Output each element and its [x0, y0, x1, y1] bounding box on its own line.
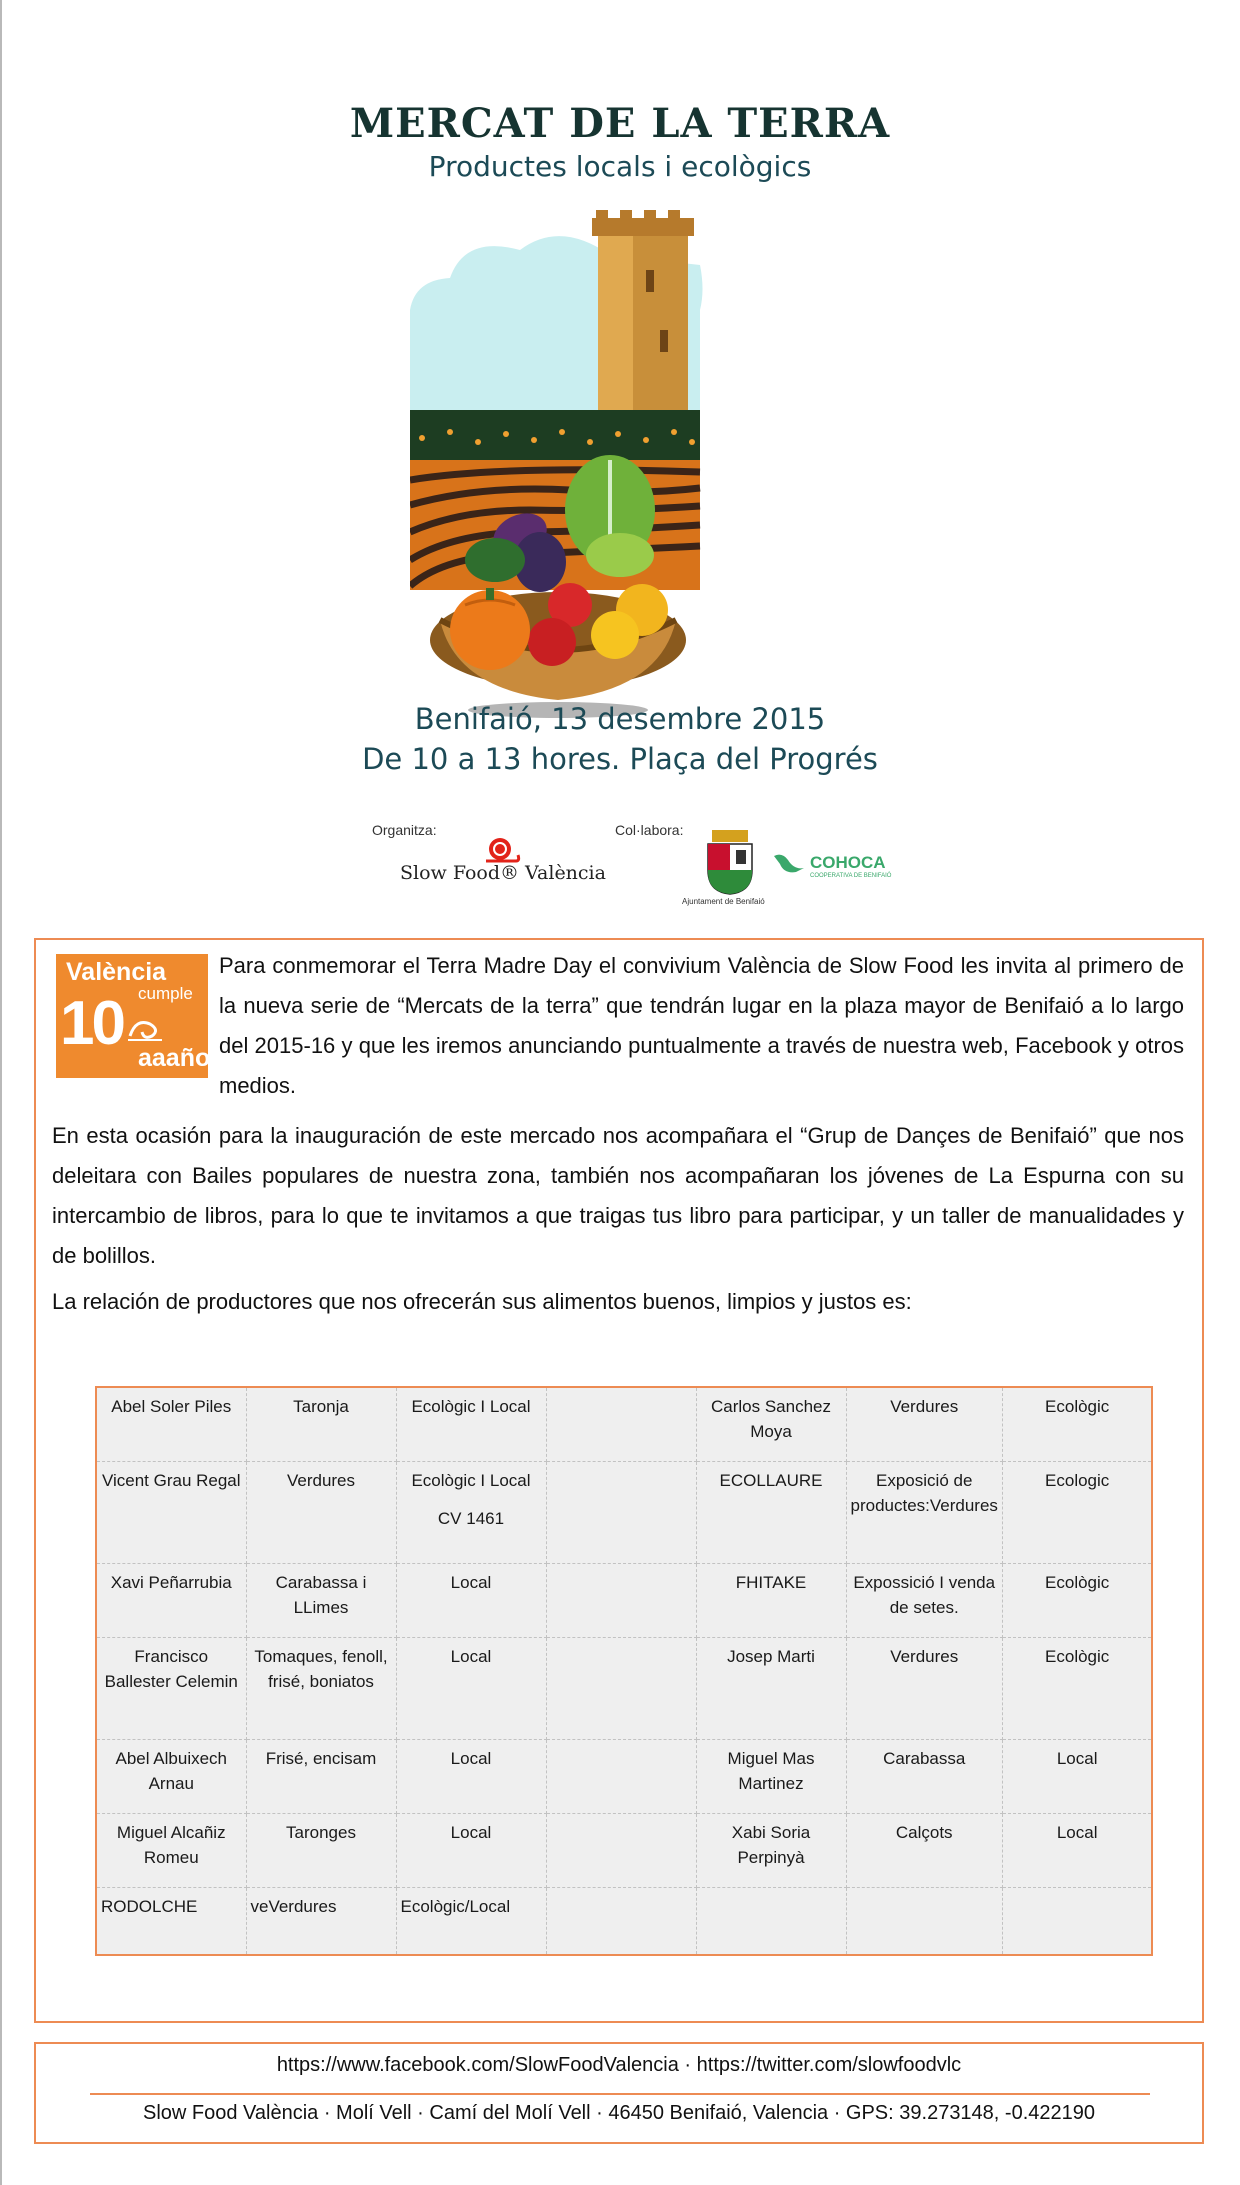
- cohoca-logo: COHOCA: [810, 853, 886, 872]
- producer-type: Ecològic: [1002, 1637, 1152, 1739]
- footer-address: Slow Food València · Molí Vell · Camí del Molí Vell · 46450 Benifaió, Valencia · GPS: 39.273148, -0.422190: [142, 2102, 1095, 2124]
- producer-type-text: Ecològic I Local: [411, 1470, 531, 1490]
- slow-food-valencia-logo: Slow Food® València: [400, 862, 606, 884]
- producer-type: Local: [396, 1813, 546, 1887]
- event-hours: De 10 a 13 hores. Plaça del Progrés: [362, 742, 878, 776]
- producer-product: Tomaques, fenoll, frisé, boniatos: [246, 1637, 396, 1739]
- producer-type: [1002, 1887, 1152, 1955]
- producer-type: Local: [396, 1563, 546, 1637]
- producer-product: Verdures: [846, 1637, 1002, 1739]
- producer-type: Local: [396, 1739, 546, 1813]
- producers-table: [95, 1386, 1153, 1956]
- producer-type: Ecològic I Local: [396, 1387, 546, 1461]
- event-details-paragraph: En esta ocasión para la inauguración de este mercado nos acompañara el “Grup de Dançes de Benifaió” que nos deleitara con Bailes populares de nuestra zona, también nos acompañaran los jóvenes de La Espurna con su intercambio de libros, para lo que te invitamos a que traigas tus libro para participar, y un taller de manualidades y de bolillos.: [52, 1123, 1184, 1268]
- tower-icon: [592, 210, 694, 440]
- producer-product: Calçots: [846, 1813, 1002, 1887]
- producer-type: Ecologic: [1002, 1461, 1152, 1563]
- table-spacer: [546, 1887, 696, 1955]
- ajuntament-caption: Ajuntament de Benifaió: [682, 897, 765, 906]
- producer-product: Verdures: [246, 1461, 396, 1563]
- badge-number: 10: [60, 989, 123, 1058]
- badge-cumple: cumple: [138, 984, 193, 1003]
- slow-food-snail-icon: [482, 835, 522, 865]
- producer-name: ECOLLAURE: [696, 1461, 846, 1563]
- table-spacer: [546, 1461, 696, 1563]
- producer-name: Abel Albuixech Arnau: [96, 1739, 246, 1813]
- producer-name: RODOLCHE: [96, 1887, 246, 1955]
- producer-name: Vicent Grau Regal: [96, 1461, 246, 1563]
- table-spacer: [546, 1563, 696, 1637]
- producer-name: Carlos Sanchez Moya: [696, 1387, 846, 1461]
- producer-name: Josep Marti: [696, 1637, 846, 1739]
- producer-product: Taronja: [246, 1387, 396, 1461]
- event-poster: [300, 90, 940, 920]
- producer-name: [696, 1887, 846, 1955]
- producer-product: Frisé, encisam: [246, 1739, 396, 1813]
- producer-product: Carabassa: [846, 1739, 1002, 1813]
- table-row: [96, 1637, 1152, 1739]
- producer-product: Verdures: [846, 1387, 1002, 1461]
- table-row: [96, 1461, 1152, 1563]
- page-edge: [0, 0, 2, 2185]
- cohoca-subtitle: COOPERATIVA DE BENIFAIÓ: [810, 873, 892, 879]
- table-spacer: [546, 1387, 696, 1461]
- producer-product: Taronges: [246, 1813, 396, 1887]
- table-row: [96, 1739, 1152, 1813]
- benifaio-crest-icon: [702, 830, 758, 896]
- producers-intro: La relación de productores que nos ofrecerán sus alimentos buenos, limpios y justos es:: [52, 1289, 912, 1314]
- producer-type: Ecològic: [1002, 1563, 1152, 1637]
- producer-name: Francisco Ballester Celemin: [96, 1637, 246, 1739]
- badge-years: aaaños: [138, 1044, 225, 1072]
- table-spacer: [546, 1739, 696, 1813]
- social-links[interactable]: https://www.facebook.com/SlowFoodValencia · https://twitter.com/slowfoodvlc: [276, 2054, 962, 2076]
- producer-certificate: CV 1461: [437, 1508, 505, 1528]
- producer-type: Local: [1002, 1813, 1152, 1887]
- producer-name: Miguel Alcañiz Romeu: [96, 1813, 246, 1887]
- table-spacer: [546, 1813, 696, 1887]
- footer: [34, 2042, 1204, 2144]
- poster-subtitle: Productes locals i ecològics: [428, 150, 812, 183]
- table-spacer: [546, 1637, 696, 1739]
- producer-name: FHITAKE: [696, 1563, 846, 1637]
- table-row: [96, 1387, 1152, 1461]
- footer-divider: [90, 2093, 1150, 2095]
- producer-type: Local: [1002, 1739, 1152, 1813]
- table-row: [96, 1563, 1152, 1637]
- collaborator-label: Col·labora:: [615, 822, 684, 838]
- producer-type: Ecològic: [1002, 1387, 1152, 1461]
- producer-product: Exposició de productes:Verdures: [846, 1461, 1002, 1563]
- producer-name: Xavi Peñarrubia: [96, 1563, 246, 1637]
- producer-product: veVerdures: [246, 1887, 396, 1955]
- intro-paragraph: Para conmemorar el Terra Madre Day el convivium València de Slow Food les invita al primero de la nueva serie de “Mercats de la terra” que tendrán lugar en la plaza mayor de Benifaió a lo largo del 2015-16 y que les iremos anunciando puntualmente a través de nuestra web, Facebook y otros medios.: [219, 953, 1184, 1098]
- poster-title: MERCAT DE LA TERRA: [349, 100, 891, 147]
- producer-name: Abel Soler Piles: [96, 1387, 246, 1461]
- cohoca-bird-icon: [772, 850, 806, 876]
- producer-type: Local: [396, 1637, 546, 1739]
- announcement-box: [34, 938, 1204, 2023]
- producer-type: Ecològic/Local: [396, 1887, 546, 1955]
- badge-city: València: [66, 958, 167, 986]
- producer-type: [396, 1461, 546, 1563]
- producer-name: Xabi Soria Perpinyà: [696, 1813, 846, 1887]
- producer-name: Miguel Mas Martinez: [696, 1739, 846, 1813]
- table-row: [96, 1813, 1152, 1887]
- producer-product: [846, 1887, 1002, 1955]
- badge-snail-icon: [126, 1016, 166, 1044]
- orange-grove: [410, 410, 700, 460]
- producer-product: Carabassa i LLimes: [246, 1563, 396, 1637]
- organizer-label: Organitza:: [372, 822, 437, 838]
- valencia-10-years-badge: [56, 954, 225, 1078]
- table-row: [96, 1887, 1152, 1955]
- producer-product: Expossició I venda de setes.: [846, 1563, 1002, 1637]
- event-date: Benifaió, 13 desembre 2015: [414, 702, 826, 736]
